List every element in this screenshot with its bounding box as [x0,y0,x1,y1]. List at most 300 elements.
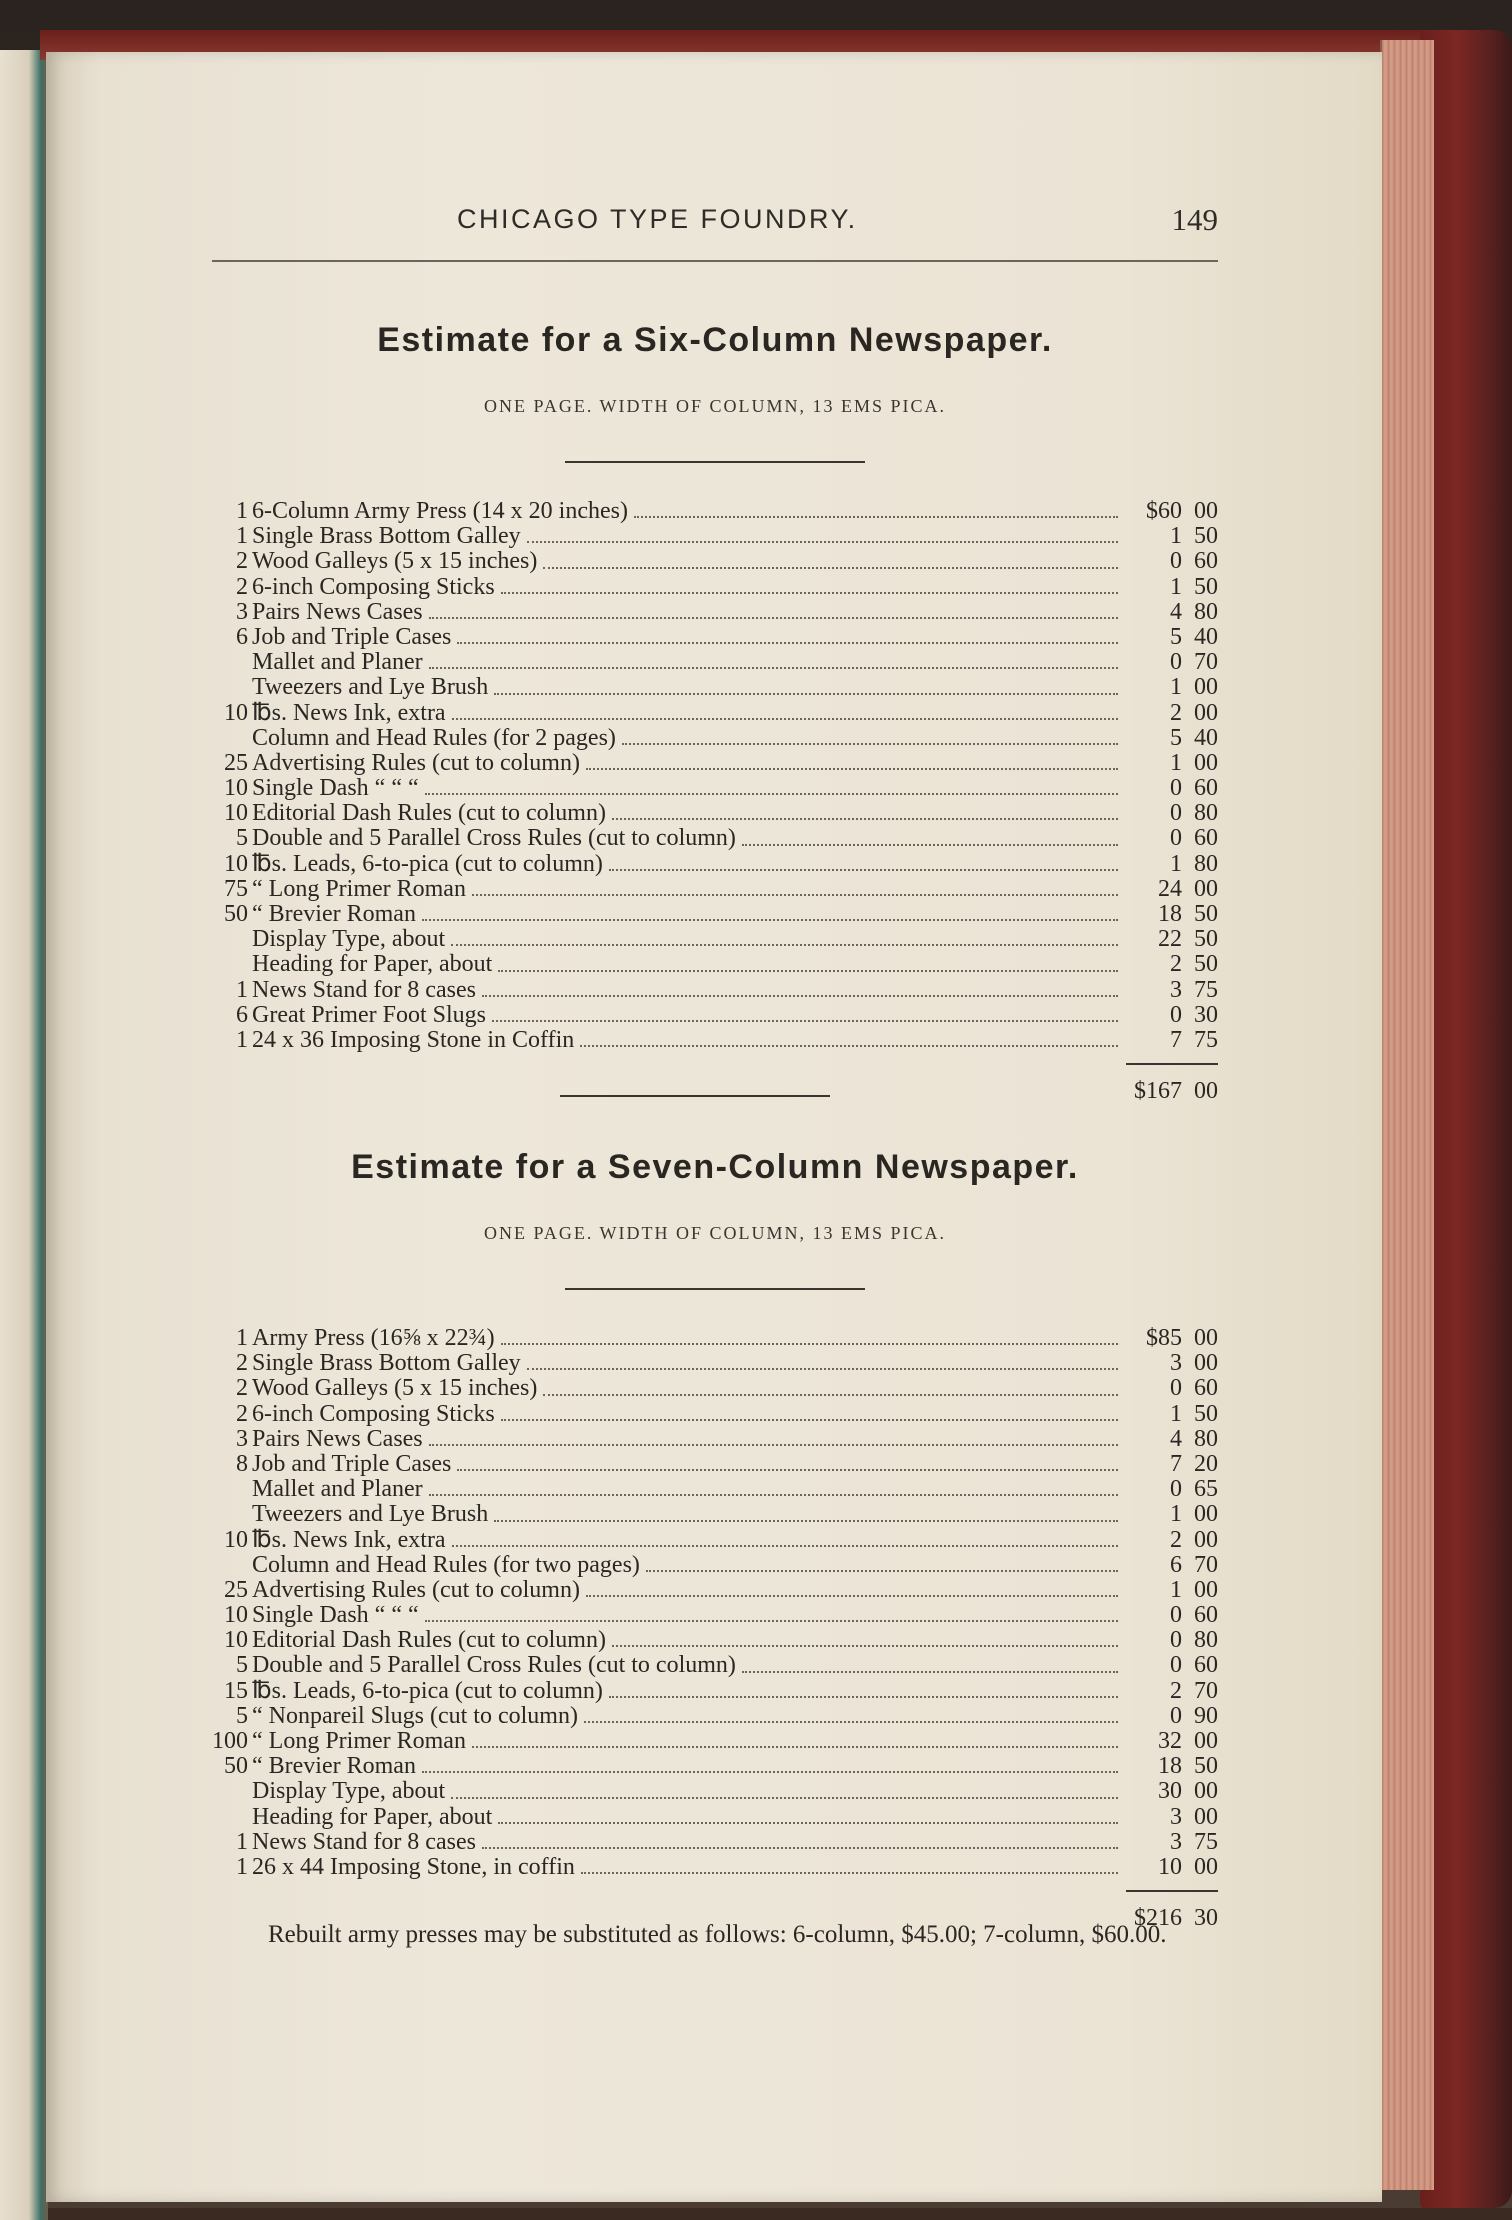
item-description: Mallet and Planer [252,649,423,676]
item-price [1124,1028,1218,1053]
line-item [212,852,1218,877]
dot-leader [494,693,1118,695]
item-description: Pairs News Cases [252,598,423,625]
section-separator-rule [560,1095,830,1097]
item-description: Single Dash “ “ “ [252,775,419,802]
line-item [212,1477,1218,1502]
line-item [212,801,1218,826]
item-price [1124,1326,1218,1351]
item-quantity: 10 [224,699,248,726]
item-description: News Stand for 8 cases [252,976,476,1003]
item-price [1124,650,1218,675]
item-cents: 00 [1194,1576,1218,1603]
item-cents: 00 [1194,1853,1218,1880]
item-price [1124,524,1218,549]
item-cents: 50 [1194,951,1218,978]
item-quantity: 10 [224,1526,248,1553]
dot-leader [457,642,1118,644]
total-cents: 00 [1194,1078,1218,1105]
item-quantity: 1 [236,1828,248,1855]
item-quantity: 10 [224,1602,248,1629]
line-item [212,1528,1218,1553]
item-price [1124,1805,1218,1830]
line-item [212,650,1218,675]
item-description: Heading for Paper, about [252,951,493,978]
item-dollars: 3 [1170,976,1182,1003]
dot-leader [482,995,1118,997]
item-description: “ Nonpareil Slugs (cut to column) [252,1702,578,1729]
item-price [1124,726,1218,751]
item-description: 24 x 36 Imposing Stone in Coffin [252,1026,575,1053]
item-description: Tweezers and Lye Brush [252,674,489,701]
line-item [212,1452,1218,1477]
line-item [212,1779,1218,1804]
item-description: Editorial Dash Rules (cut to column) [252,800,606,827]
seven-column-estimate [212,1145,1218,1938]
item-cents: 90 [1194,1702,1218,1729]
item-price [1124,1376,1218,1401]
item-price [1124,1578,1218,1603]
line-item [212,1729,1218,1754]
item-cents: 50 [1194,926,1218,953]
item-description: 6-inch Composing Sticks [252,1400,495,1427]
item-price [1124,801,1218,826]
item-price [1124,600,1218,625]
item-cents: 70 [1194,1551,1218,1578]
item-dollars: 1 [1170,1501,1182,1528]
dot-leader [498,970,1118,972]
item-dollars: 2 [1170,1677,1182,1704]
dot-leader [580,1045,1118,1047]
item-cents: 60 [1194,1652,1218,1679]
item-description: ℔s. Leads, 6-to-pica (cut to column) [252,850,603,877]
item-quantity: 50 [224,1753,248,1780]
item-dollars: 32 [1158,1728,1182,1754]
item-quantity: 25 [224,749,248,776]
dot-leader [429,1444,1118,1446]
item-cents: 60 [1194,1602,1218,1629]
line-item [212,1376,1218,1401]
item-quantity: 2 [236,1375,248,1402]
item-description: 6-inch Composing Sticks [252,573,495,600]
dot-leader [492,1020,1118,1022]
dot-leader [581,1872,1118,1874]
line-item [212,877,1218,902]
item-cents: 30 [1194,1001,1218,1028]
dot-leader [501,1419,1118,1421]
item-description: Single Brass Bottom Galley [252,523,521,550]
item-price [1124,1779,1218,1804]
item-cents: 80 [1194,1425,1218,1452]
line-item [212,902,1218,927]
total-row [212,1071,1218,1111]
item-cents: 00 [1194,749,1218,776]
item-cents: 20 [1194,1450,1218,1477]
six-column-estimate [212,318,1218,1111]
line-item [212,600,1218,625]
line-item [212,1326,1218,1351]
item-price [1124,1003,1218,1028]
item-price [1124,675,1218,700]
item-quantity: 1 [236,1325,248,1351]
line-item [212,826,1218,851]
item-cents: 00 [1194,1728,1218,1754]
item-quantity: 2 [236,1350,248,1377]
line-item [212,952,1218,977]
item-dollars: 1 [1170,1400,1182,1427]
dot-leader [609,869,1118,871]
item-description: “ Long Primer Roman [252,875,466,902]
divider-rule [565,1288,865,1290]
item-dollars: 1 [1170,573,1182,600]
dot-leader [622,743,1118,745]
item-dollars: 2 [1170,1526,1182,1553]
item-description: Display Type, about [252,926,446,953]
item-cents: 80 [1194,800,1218,827]
line-item [212,1003,1218,1028]
item-dollars: 0 [1170,1375,1182,1402]
item-quantity: 3 [236,598,248,625]
item-dollars: 10 [1158,1853,1182,1880]
item-cents: 00 [1194,1501,1218,1528]
dot-leader [742,844,1118,846]
total-dollars: $167 [1134,1078,1182,1105]
item-quantity: 6 [236,623,248,650]
line-item [212,1603,1218,1628]
dot-leader [425,793,1118,795]
line-item [212,978,1218,1003]
item-dollars: 0 [1170,1001,1182,1028]
item-price [1124,852,1218,877]
dot-leader [498,1822,1118,1824]
dot-leader [451,1797,1118,1799]
item-price [1124,1351,1218,1376]
item-quantity: 1 [236,1026,248,1053]
item-quantity: 10 [224,775,248,802]
item-description: Wood Galleys (5 x 15 inches) [252,548,538,575]
item-quantity: 50 [224,901,248,927]
item-price [1124,1830,1218,1855]
item-cents: 40 [1194,724,1218,751]
line-item [212,1578,1218,1603]
dot-leader [586,1595,1118,1597]
dot-leader [609,1696,1118,1698]
item-quantity: 10 [224,800,248,827]
item-description: Advertising Rules (cut to column) [252,1576,580,1603]
item-price [1124,952,1218,977]
item-dollars: 30 [1158,1778,1182,1805]
items-list [212,499,1218,1053]
item-description: ℔s. News Ink, extra [252,699,446,726]
item-cents: 60 [1194,1375,1218,1402]
item-quantity: 1 [236,1853,248,1880]
item-price [1124,1528,1218,1553]
dot-leader [451,944,1118,946]
item-quantity: 1 [236,523,248,550]
item-price [1124,927,1218,952]
item-dollars: 2 [1170,699,1182,726]
line-item [212,1805,1218,1830]
item-description: Tweezers and Lye Brush [252,1501,489,1528]
line-item [212,1553,1218,1578]
item-dollars: 6 [1170,1551,1182,1578]
item-description: Double and 5 Parallel Cross Rules (cut to column) [252,825,736,852]
item-price [1124,701,1218,726]
item-quantity: 8 [236,1450,248,1477]
item-cents: 75 [1194,976,1218,1003]
item-dollars: 1 [1170,749,1182,776]
item-cents: 00 [1194,674,1218,701]
item-dollars: 18 [1158,901,1182,927]
dot-leader [457,1469,1118,1471]
item-cents: 75 [1194,1828,1218,1855]
item-price [1124,549,1218,574]
item-dollars: 22 [1158,926,1182,953]
item-dollars: 5 [1170,724,1182,751]
item-dollars: 0 [1170,1476,1182,1503]
item-description: “ Brevier Roman [252,1753,416,1780]
item-cents: 00 [1194,875,1218,902]
item-dollars: 0 [1170,1602,1182,1629]
line-item [212,524,1218,549]
dot-leader [472,1746,1118,1748]
line-item [212,1502,1218,1527]
item-dollars: 0 [1170,825,1182,852]
line-item [212,1855,1218,1880]
line-item [212,1704,1218,1729]
item-price [1124,625,1218,650]
item-dollars: 0 [1170,1702,1182,1729]
item-dollars: 1 [1170,850,1182,877]
item-dollars: 7 [1170,1026,1182,1053]
item-price [1124,575,1218,600]
item-dollars: 2 [1170,951,1182,978]
item-cents: 50 [1194,901,1218,927]
item-dollars: 24 [1158,875,1182,902]
item-quantity: 5 [236,1652,248,1679]
item-price [1124,826,1218,851]
item-price [1124,499,1218,524]
item-description: Army Press (16⅝ x 22¾) [252,1325,495,1351]
item-description: ℔s. News Ink, extra [252,1526,446,1553]
item-cents: 80 [1194,1627,1218,1654]
dot-leader [429,667,1118,669]
dot-leader [527,1368,1118,1370]
item-dollars: 1 [1170,523,1182,550]
line-item [212,1754,1218,1779]
dot-leader [494,1520,1118,1522]
item-description: Heading for Paper, about [252,1803,493,1830]
item-price [1124,1402,1218,1427]
item-cents: 65 [1194,1476,1218,1503]
item-price [1124,1855,1218,1880]
item-quantity: 1 [236,498,248,524]
dot-leader [452,1545,1118,1547]
item-description: Great Primer Foot Slugs [252,1001,486,1028]
line-item [212,675,1218,700]
page-number: 149 [1171,202,1218,237]
line-item [212,575,1218,600]
item-cents: 50 [1194,1753,1218,1780]
line-item [212,1653,1218,1678]
item-cents: 00 [1194,1803,1218,1830]
facing-page-edge [0,50,48,2220]
item-quantity: 10 [224,1627,248,1654]
item-quantity: 5 [236,1702,248,1729]
item-dollars: 3 [1170,1828,1182,1855]
item-price [1124,902,1218,927]
line-item [212,1628,1218,1653]
item-description: Column and Head Rules (for two pages) [252,1551,640,1578]
item-description: “ Brevier Roman [252,901,416,927]
running-head [212,200,1218,262]
line-item [212,701,1218,726]
dot-leader [543,1394,1118,1396]
item-dollars: 0 [1170,649,1182,676]
footnote: Rebuilt army presses may be substituted as follows: 6-column, $45.00; 7-column, $60.00. [268,1921,1167,1948]
dot-leader [634,516,1118,518]
item-dollars: 7 [1170,1450,1182,1477]
line-item [212,1351,1218,1376]
item-price [1124,978,1218,1003]
line-item [212,927,1218,952]
item-description: ℔s. Leads, 6-to-pica (cut to column) [252,1677,603,1704]
dot-leader [543,567,1118,569]
line-item [212,776,1218,801]
dot-leader [612,1645,1118,1647]
item-dollars: 0 [1170,800,1182,827]
item-price [1124,877,1218,902]
item-price [1124,1427,1218,1452]
item-description: “ Long Primer Roman [252,1728,466,1754]
total-rule [1126,1063,1218,1065]
item-dollars: $85 [1146,1325,1182,1351]
item-cents: 50 [1194,523,1218,550]
item-price [1124,1704,1218,1729]
item-description: Mallet and Planer [252,1476,423,1503]
item-dollars: 3 [1170,1803,1182,1830]
total-cents: 30 [1194,1905,1218,1932]
item-description: 26 x 44 Imposing Stone, in coffin [252,1853,575,1880]
line-item [212,1402,1218,1427]
dot-leader [612,818,1118,820]
item-quantity: 6 [236,1001,248,1028]
item-cents: 60 [1194,825,1218,852]
item-price [1124,1653,1218,1678]
section-subtitle: ONE PAGE. WIDTH OF COLUMN, 13 EMS PICA. [483,396,947,416]
item-dollars: $60 [1146,498,1182,524]
section-title: Estimate for a Seven-Column Newspaper. [351,1148,1079,1186]
item-quantity: 2 [236,548,248,575]
item-price [1124,1729,1218,1754]
item-cents: 00 [1194,1526,1218,1553]
item-dollars: 1 [1170,1576,1182,1603]
item-description: Display Type, about [252,1778,446,1805]
line-item [212,1427,1218,1452]
item-dollars: 0 [1170,548,1182,575]
item-dollars: 1 [1170,674,1182,701]
item-cents: 60 [1194,775,1218,802]
item-price [1124,1452,1218,1477]
dot-leader [429,617,1118,619]
item-price [1124,776,1218,801]
dot-leader [646,1570,1118,1572]
dot-leader [586,768,1118,770]
line-item [212,1830,1218,1855]
item-dollars: 0 [1170,1652,1182,1679]
dot-leader [527,541,1118,543]
item-cents: 50 [1194,573,1218,600]
item-quantity: 15 [224,1677,248,1704]
item-cents: 00 [1194,699,1218,726]
item-cents: 80 [1194,850,1218,877]
item-cents: 80 [1194,598,1218,625]
line-item [212,1028,1218,1053]
item-description: Single Dash “ “ “ [252,1602,419,1629]
item-cents: 00 [1194,498,1218,524]
item-price [1124,1502,1218,1527]
item-dollars: 5 [1170,623,1182,650]
dot-leader [472,894,1118,896]
item-quantity: 10 [224,850,248,877]
dot-leader [501,592,1118,594]
item-price [1124,751,1218,776]
item-price [1124,1754,1218,1779]
item-cents: 60 [1194,548,1218,575]
dot-leader [482,1847,1118,1849]
item-description: Editorial Dash Rules (cut to column) [252,1627,606,1654]
item-price [1124,1603,1218,1628]
item-cents: 70 [1194,1677,1218,1704]
item-description: Advertising Rules (cut to column) [252,749,580,776]
total-dollars: $216 [1134,1905,1182,1932]
item-price [1124,1477,1218,1502]
item-quantity: 2 [236,573,248,600]
item-cents: 70 [1194,649,1218,676]
page-edges [1380,40,1434,2190]
items-list [212,1326,1218,1880]
line-item [212,625,1218,650]
item-cents: 00 [1194,1350,1218,1377]
divider-rule [565,461,865,463]
total-rule [1126,1890,1218,1892]
line-item [212,751,1218,776]
running-title: CHICAGO TYPE FOUNDRY. [457,204,858,234]
item-description: Double and 5 Parallel Cross Rules (cut to column) [252,1652,736,1679]
dot-leader [422,919,1118,921]
item-dollars: 4 [1170,598,1182,625]
item-description: Job and Triple Cases [252,623,452,650]
item-quantity: 25 [224,1576,248,1603]
item-price [1124,1553,1218,1578]
line-item [212,549,1218,574]
item-dollars: 3 [1170,1350,1182,1377]
item-description: News Stand for 8 cases [252,1828,476,1855]
item-quantity: 100 [212,1728,248,1754]
item-description: Column and Head Rules (for 2 pages) [252,724,616,751]
line-item [212,726,1218,751]
item-cents: 00 [1194,1325,1218,1351]
item-description: Job and Triple Cases [252,1450,452,1477]
item-dollars: 0 [1170,1627,1182,1654]
item-description: Wood Galleys (5 x 15 inches) [252,1375,538,1402]
dot-leader [452,718,1118,720]
item-cents: 40 [1194,623,1218,650]
item-price [1124,1628,1218,1653]
item-dollars: 4 [1170,1425,1182,1452]
section-title: Estimate for a Six-Column Newspaper. [377,321,1053,359]
item-dollars: 18 [1158,1753,1182,1780]
